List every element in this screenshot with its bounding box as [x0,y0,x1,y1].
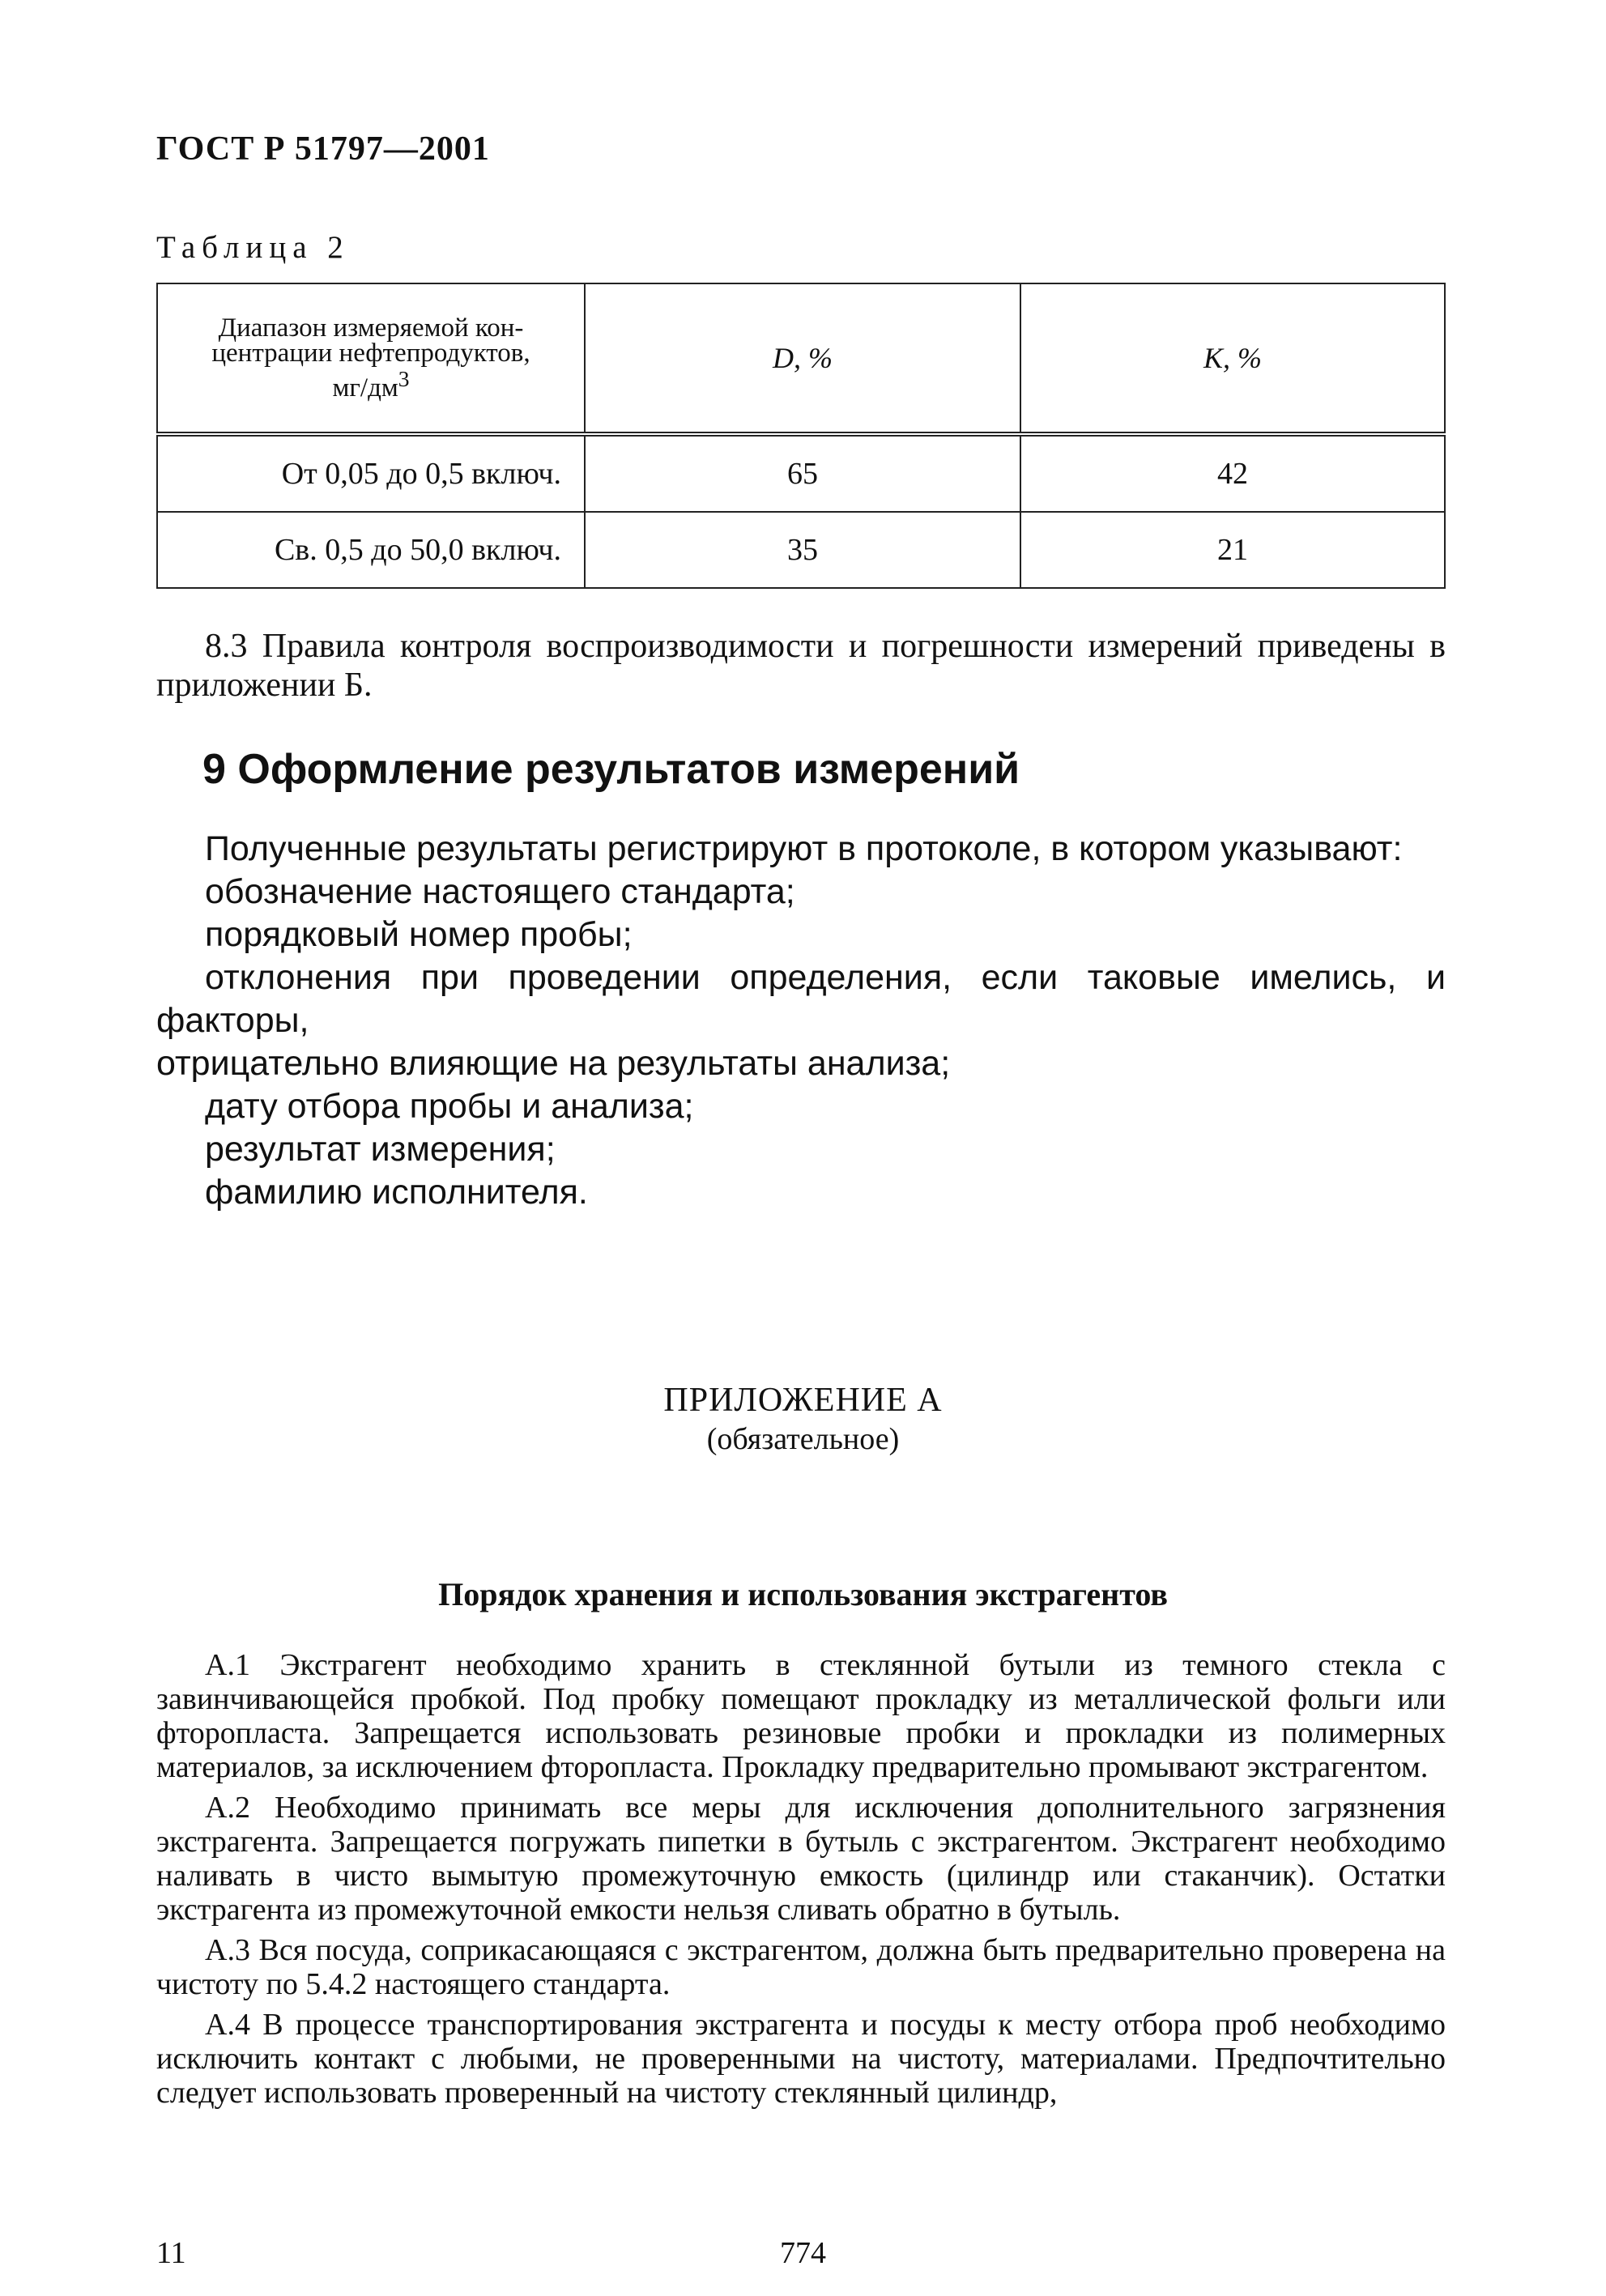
column-header-range [157,283,585,434]
cell-range: От 0,05 до 0,5 включ. [157,434,585,512]
appendix-heading: Порядок хранения и использования экстрагентов [438,1576,1168,1612]
list-item: порядковый номер пробы; [205,915,633,954]
appendix-paragraph-a4: А.4 В процессе транспортирования экстрагента и посуды к месту отбора проб необходимо исключить контакт с любыми, не проверенными на чистоту, материалами. Предпочтительно следует использовать проверенный на чистоту стеклянный цилиндр, [156,2008,1446,2110]
column-header-range-line1: Диапазон измеряемой кон- [218,313,524,343]
paragraph-8-3-text: 8.3 Правила контроля воспроизводимости и погрешности измерений приведены в приложении Б. [156,628,1446,704]
appendix-paragraph-a3: А.3 Вся посуда, соприкасающаяся с экстрагентом, должна быть предварительно проверена на чистоту по 5.4.2 настоящего стандарта. [156,1933,1446,2001]
section-9-intro: Полученные результаты регистрируют в протоколе, в котором указывают: [205,829,1403,868]
cell-d: 35 [585,512,1020,588]
column-header-range-line2: центрации нефтепродуктов, [211,338,530,368]
page-number-local: 11 [156,2236,186,2270]
section-9-heading: 9 Оформление результатов измерений [202,746,1020,793]
page-number-global: 774 [780,2236,826,2270]
appendix-subtitle: (обязательное) [706,1422,900,1456]
cell-k: 42 [1020,434,1445,512]
column-header-d: D, % [585,283,1020,434]
appendix-title: ПРИЛОЖЕНИЕ А [663,1382,943,1419]
column-header-range-line3: $мг/дм^3$ [332,365,410,403]
list-item: результат измерения; [205,1130,556,1169]
cell-k: 21 [1020,512,1445,588]
table-row [157,434,1445,512]
column-header-k: K, % [1020,283,1445,434]
appendix-paragraph-a2: А.2 Необходимо принимать все меры для исключения дополнительного загрязнения экстрагента. Запрещается погружать пипетки в бутыль с экстрагентом. Экстрагент необходимо наливать в чисто вымытую промежуточную емкость (цилиндр или стаканчик). Остатки экстрагента из промежуточной емкости нельзя сливать обратно в бутыль. [156,1791,1446,1927]
list-item: дату отбора пробы и анализа; [205,1087,694,1126]
list-item: фамилию исполнителя. [205,1173,588,1212]
list-item: отклонения при проведении определения, если таковые имелись, и факторы, [156,958,1446,1040]
data-table [156,283,1446,589]
table-caption: Таблица 2 [156,230,350,265]
paragraph-8-3 [156,627,1446,705]
table-header-row [157,283,1445,434]
appendix-paragraph-a1: А.1 Экстрагент необходимо хранить в стеклянной бутыли из темного стекла с завинчивающейся пробкой. Под пробку помещают прокладку из металлической фольги или фторопласта. Запрещается использовать резиновые пробки и прокладки из полимерных материалов, за исключением фторопласта. Прокладку предварительно промывают экстрагентом. [156,1648,1446,1784]
list-item: обозначение настоящего стандарта; [205,872,795,911]
table-row [157,512,1445,588]
document-header-standard: ГОСТ Р 51797—2001 [156,130,490,168]
section-9-list [156,828,1446,1214]
list-item-continuation: отрицательно влияющие на результаты анализа; [156,1044,951,1083]
cell-d: 65 [585,434,1020,512]
cell-range: Св. 0,5 до 50,0 включ. [157,512,585,588]
appendix-body [156,1648,1446,2116]
